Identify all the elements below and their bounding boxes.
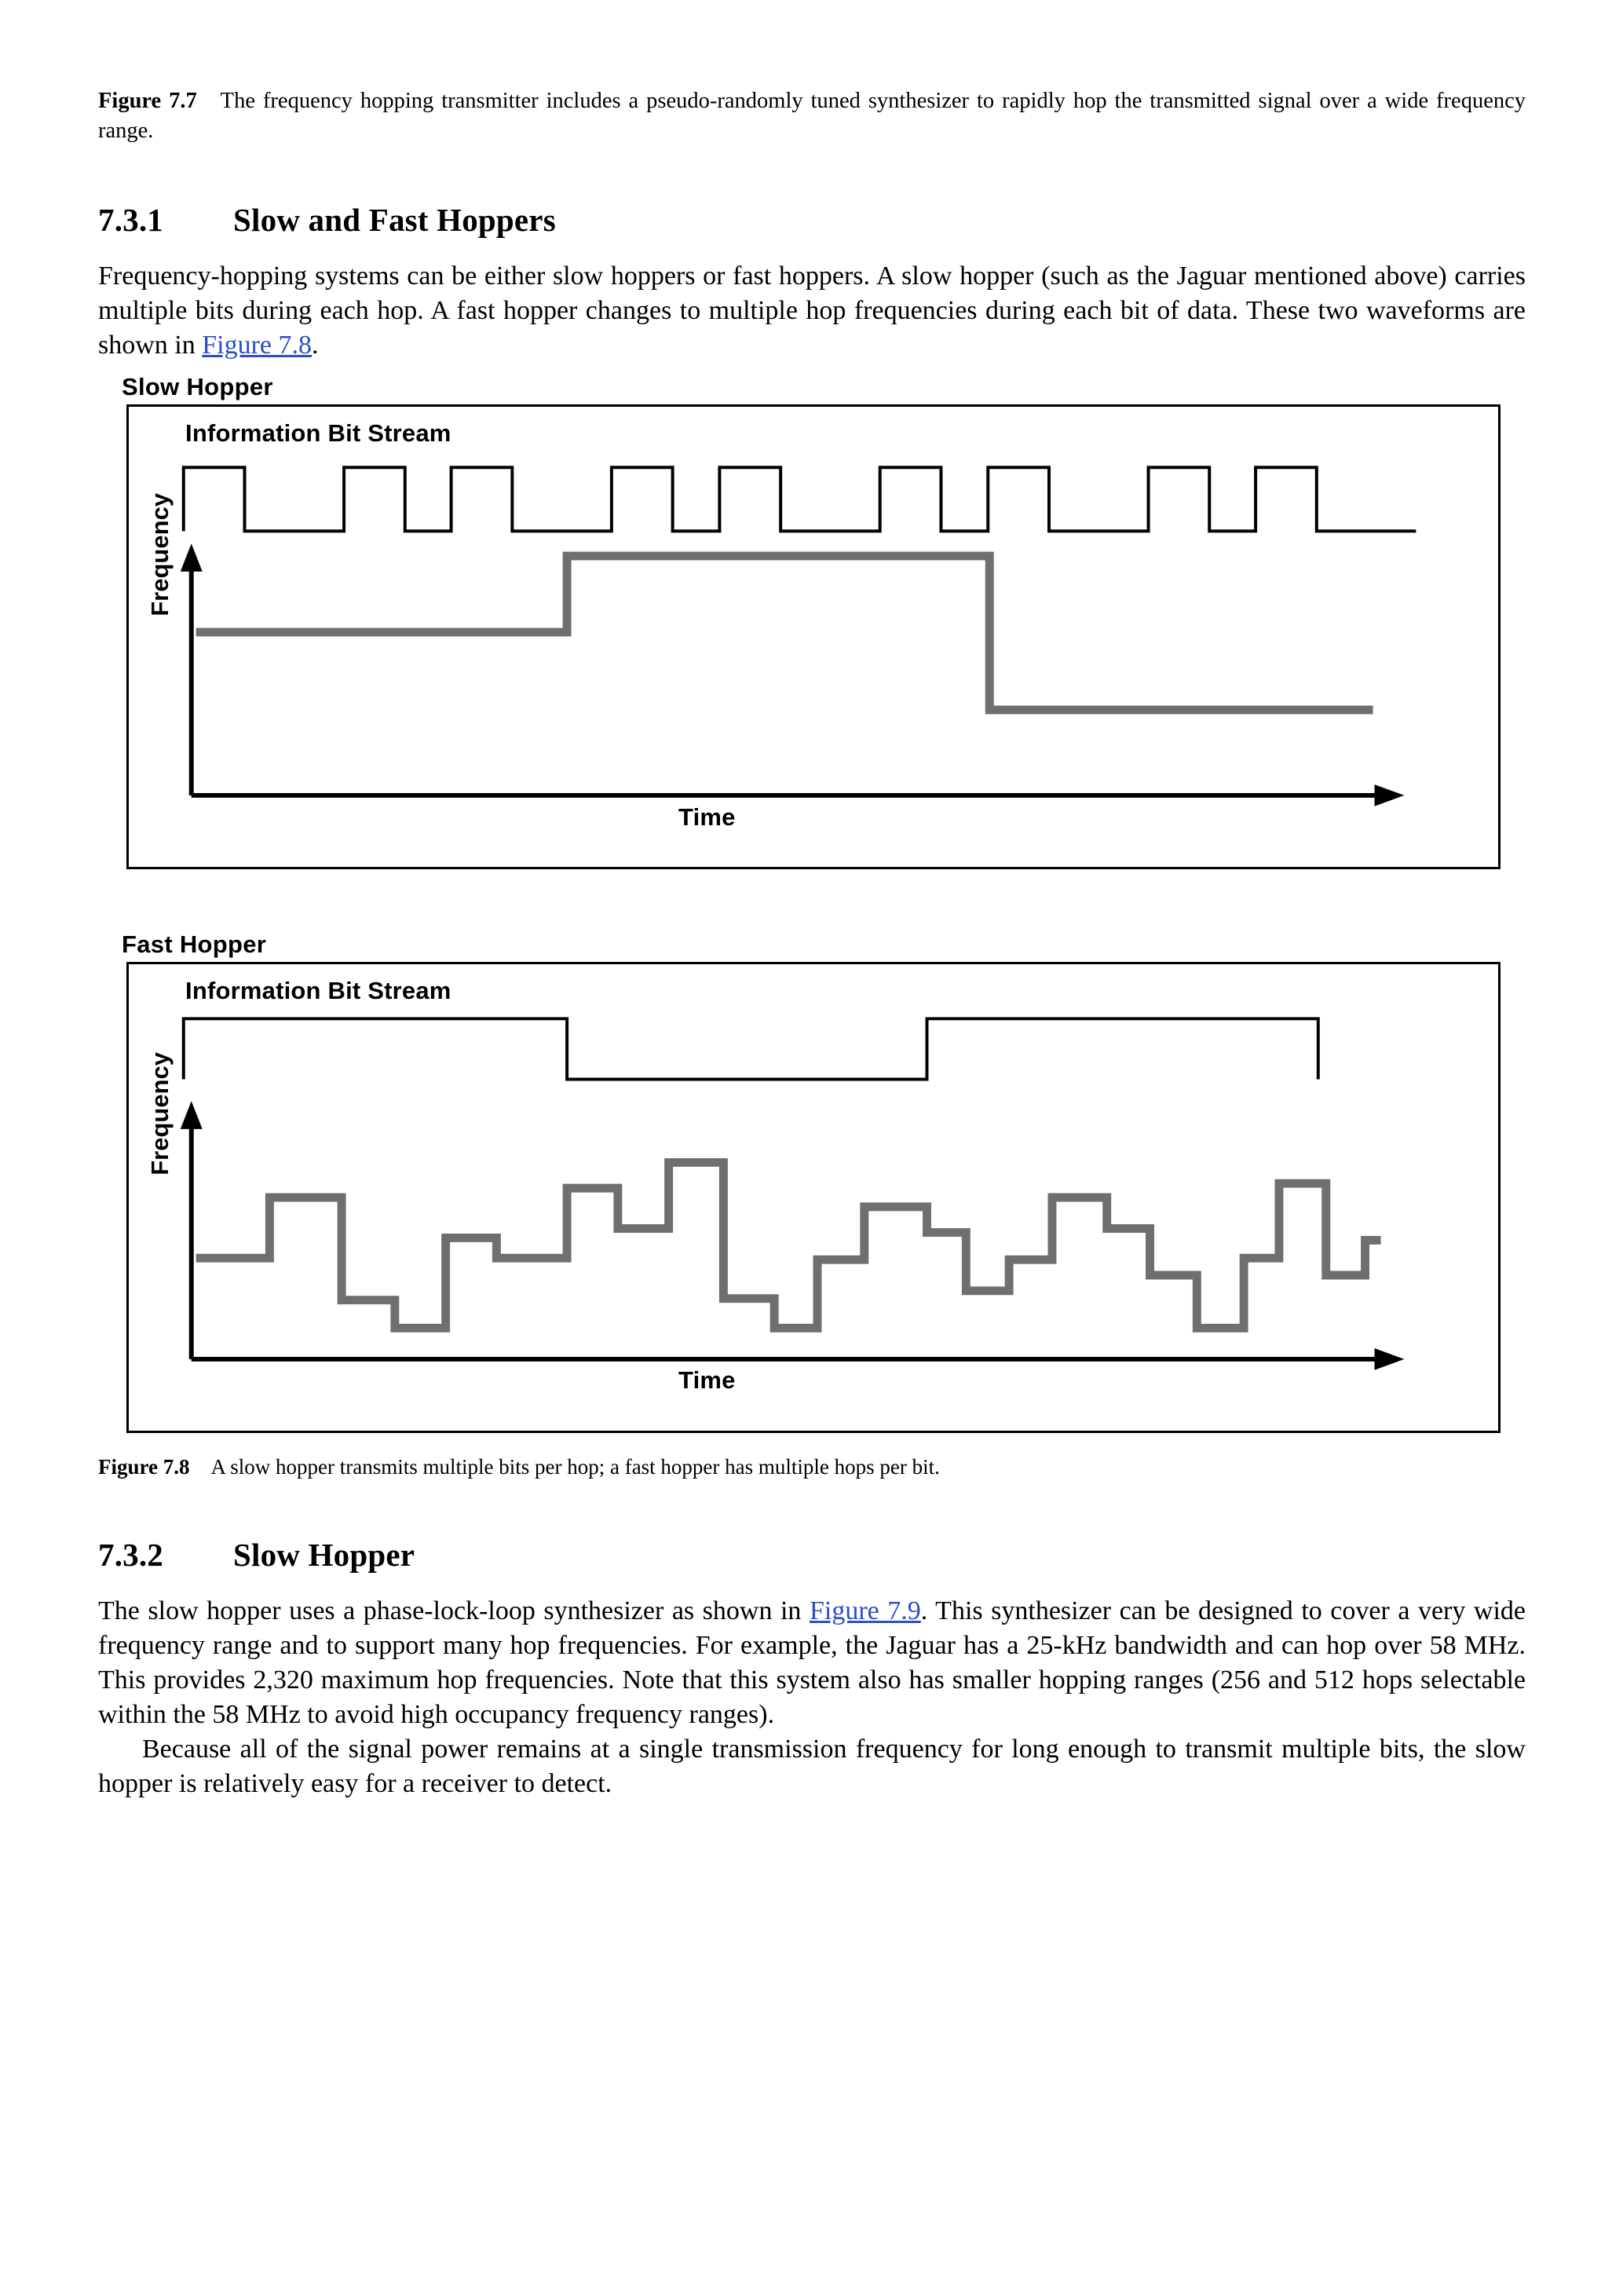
fast-hopper-panel <box>126 962 1501 1433</box>
fast-x-axis-arrow <box>1375 1348 1405 1370</box>
page-content <box>98 86 1526 1801</box>
fast-bit-stream-label: Information Bit Stream <box>185 977 451 1005</box>
slow-hopper-label: Slow Hopper <box>122 373 273 401</box>
slow-x-axis-arrow <box>1375 784 1405 806</box>
slow-hop-frequency-waveform <box>196 556 1373 710</box>
fast-y-axis-arrow <box>181 1102 203 1130</box>
paragraph-7-3-2-part1: The slow hopper uses a phase-lock-loop synthesizer as shown in <box>98 1596 810 1626</box>
paragraph-7-3-2-second: Because all of the signal power remains at a single transmission frequency for long enough to transmit multiple bits, the slow hopper is relatively easy for a receiver to detect. <box>98 1734 1526 1798</box>
fast-time-axis-label: Time <box>678 1366 736 1395</box>
fast-hop-frequency-waveform <box>196 1163 1381 1329</box>
figure-7-7-caption-lead: Figure 7.7 <box>98 89 197 113</box>
slow-bit-stream-label: Information Bit Stream <box>185 419 451 448</box>
figure-7-8-caption-text: A slow hopper transmits multiple bits per hop; a fast hopper has multiple hops per bit. <box>210 1455 940 1479</box>
paragraph-7-3-2-first <box>98 1594 1526 1731</box>
fast-hopper-label: Fast Hopper <box>122 930 267 959</box>
slow-y-axis-arrow <box>181 544 203 572</box>
link-figure-7-8[interactable]: Figure 7.8 <box>202 330 313 360</box>
heading-7-3-1 <box>98 201 1526 239</box>
paragraph-7-3-1-part2: . <box>312 330 319 360</box>
figure-7-7-caption-text: The frequency hopping transmitter includes a pseudo-randomly tuned synthesizer to rapidly hop the transmitted signal over a wide frequency range. <box>98 89 1526 143</box>
figure-7-8 <box>98 373 1526 1481</box>
heading-7-3-1-number: 7.3.1 <box>98 201 163 238</box>
panel-gap <box>98 869 1526 930</box>
heading-7-3-2-title: Slow Hopper <box>233 1537 415 1574</box>
slow-hopper-panel <box>126 404 1501 869</box>
fast-hopper-plot <box>129 964 1498 1431</box>
figure-7-8-caption-lead: Figure 7.8 <box>98 1455 190 1479</box>
slow-time-axis-label: Time <box>678 803 736 832</box>
heading-7-3-1-title: Slow and Fast Hoppers <box>233 201 556 238</box>
heading-7-3-2 <box>98 1536 1526 1574</box>
paragraph-7-3-1-part1: Frequency-hopping systems can be either slow hoppers or fast hoppers. A slow hopper (such as the Jaguar mentioned above) carries multiple bits during each hop. A fast hopper changes to multiple hop frequencies during each bit of data. These two waveforms are shown in <box>98 261 1526 360</box>
fast-frequency-axis-label: Frequency <box>146 1052 174 1176</box>
figure-7-8-caption <box>98 1453 1526 1481</box>
paragraph-7-3-2-part2: . This synthesizer can be designed to cover a very wide frequency range and to support many hop frequencies. For example, the Jaguar has a 25-kHz bandwidth and can hop over 58 MHz. This provides 2,320 maximum hop frequencies. Note that this system also has smaller hopping ranges (256 and 512 hops selectable within the 58 MHz to avoid high occupancy frequency ranges). <box>98 1596 1526 1730</box>
slow-bit-stream-waveform <box>184 468 1416 532</box>
heading-7-3-2-number: 7.3.2 <box>98 1537 163 1574</box>
slow-hopper-plot <box>129 407 1498 867</box>
figure-7-7-caption <box>98 86 1526 146</box>
slow-frequency-axis-label: Frequency <box>146 493 174 617</box>
fast-bit-stream-waveform <box>184 1019 1318 1080</box>
link-figure-7-9[interactable]: Figure 7.9 <box>809 1596 921 1626</box>
paragraph-7-3-1 <box>98 259 1526 363</box>
